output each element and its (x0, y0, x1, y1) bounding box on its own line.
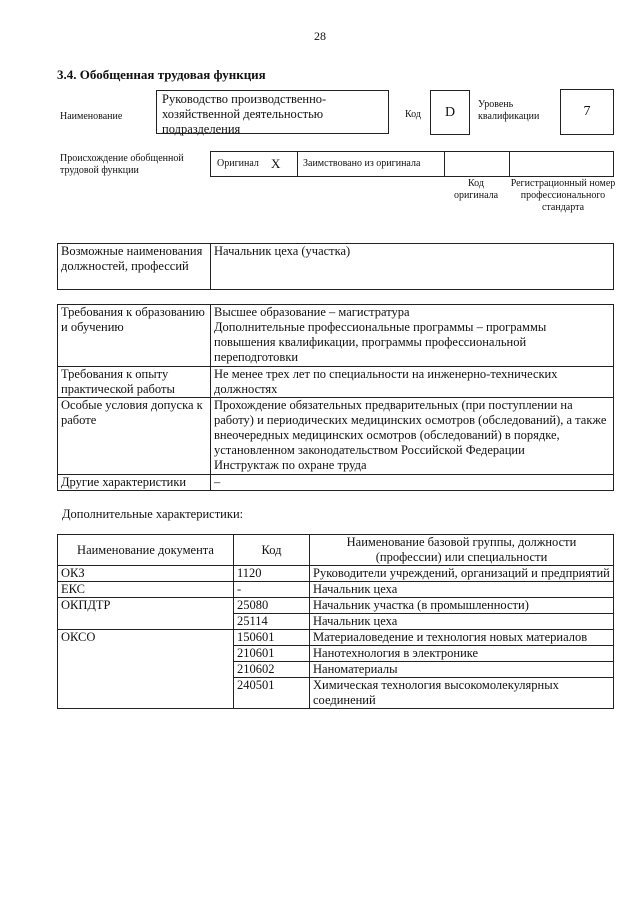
code-value: D (444, 105, 456, 120)
code-original-label: Код оригинала (453, 178, 499, 201)
page-number: 28 (314, 29, 326, 43)
row-code: 210602 (234, 662, 310, 678)
possible-names-value: Начальник цеха (участка) (211, 244, 614, 290)
header-document: Наименование документа (58, 535, 234, 566)
req-experience-value: Не менее трех лет по специальности на инженерно-технических должностях (211, 367, 614, 398)
table-row (58, 630, 614, 646)
row-name: Начальник цеха (310, 614, 614, 630)
divider (509, 152, 510, 176)
row-doc: ЕКС (58, 582, 234, 598)
origin-label: Происхождение обобщенной трудовой функции (60, 153, 184, 176)
additional-table (57, 534, 614, 709)
additional-title: Дополнительные характеристики: (62, 507, 244, 521)
code-label: Код (405, 109, 421, 120)
function-name-box (156, 90, 389, 134)
row-doc: ОКСО (58, 630, 234, 709)
req-education-value: Высшее образование – магистратура Дополнительные профессиональные программы – программы повышения квалификации, программы профессиональной переподготовки (211, 305, 614, 367)
requirements-table (57, 304, 614, 491)
row-doc: ОКЗ (58, 566, 234, 582)
req-experience-label: Требования к опыту практической работы (58, 367, 211, 398)
name-label: Наименование (60, 111, 123, 122)
row-name: Материаловедение и технология новых материалов (310, 630, 614, 646)
divider (444, 152, 445, 176)
possible-names-label: Возможные наименования должностей, профессий (58, 244, 211, 290)
row-name: Химическая технология высокомолекулярных соединений (310, 678, 614, 709)
header-code: Код (234, 535, 310, 566)
code-box (430, 90, 470, 135)
level-box (560, 89, 614, 135)
row-doc: ОКПДТР (58, 598, 234, 630)
req-special-conditions-label: Особые условия допуска к работе (58, 398, 211, 475)
divider (297, 152, 298, 176)
section-title: 3.4. Обобщенная трудовая функция (57, 67, 266, 82)
row-name: Нанотехнология в электронике (310, 646, 614, 662)
function-name-value: Руководство производственно-хозяйственной деятельностью подразделения (162, 92, 327, 136)
row-code: 25080 (234, 598, 310, 614)
original-label: Оригинал (217, 158, 259, 169)
table-row (58, 582, 614, 598)
row-code: - (234, 582, 310, 598)
req-other-value: – (211, 475, 614, 491)
row-name: Начальник цеха (310, 582, 614, 598)
borrowed-label: Заимствовано из оригинала (303, 158, 421, 169)
req-special-conditions-value: Прохождение обязательных предварительных (при поступлении на работу) и периодических медицинских осмотров (обследований), а также внеочередных медицинских осмотров (обследований) в порядке, установленном законодательством Российской Федерации Инструктаж по охране труда (211, 398, 614, 475)
row-code: 150601 (234, 630, 310, 646)
table-row (58, 598, 614, 614)
original-mark: X (271, 156, 281, 171)
row-code: 240501 (234, 678, 310, 709)
table-row (58, 566, 614, 582)
possible-names-table (57, 243, 614, 290)
row-code: 210601 (234, 646, 310, 662)
row-name: Наноматериалы (310, 662, 614, 678)
row-code: 1120 (234, 566, 310, 582)
level-label: Уровень квалификации (478, 99, 540, 122)
row-name: Начальник участка (в промышленности) (310, 598, 614, 614)
req-education-label: Требования к образованию и обучению (58, 305, 211, 367)
row-code: 25114 (234, 614, 310, 630)
level-value: 7 (583, 104, 591, 119)
req-other-label: Другие характеристики (58, 475, 211, 491)
header-name: Наименование базовой группы, должности (профессии) или специальности (310, 535, 614, 566)
origin-table (210, 151, 614, 177)
reg-number-label: Регистрационный номер профессионального стандарта (510, 178, 616, 213)
row-name: Руководители учреждений, организаций и предприятий (310, 566, 614, 582)
